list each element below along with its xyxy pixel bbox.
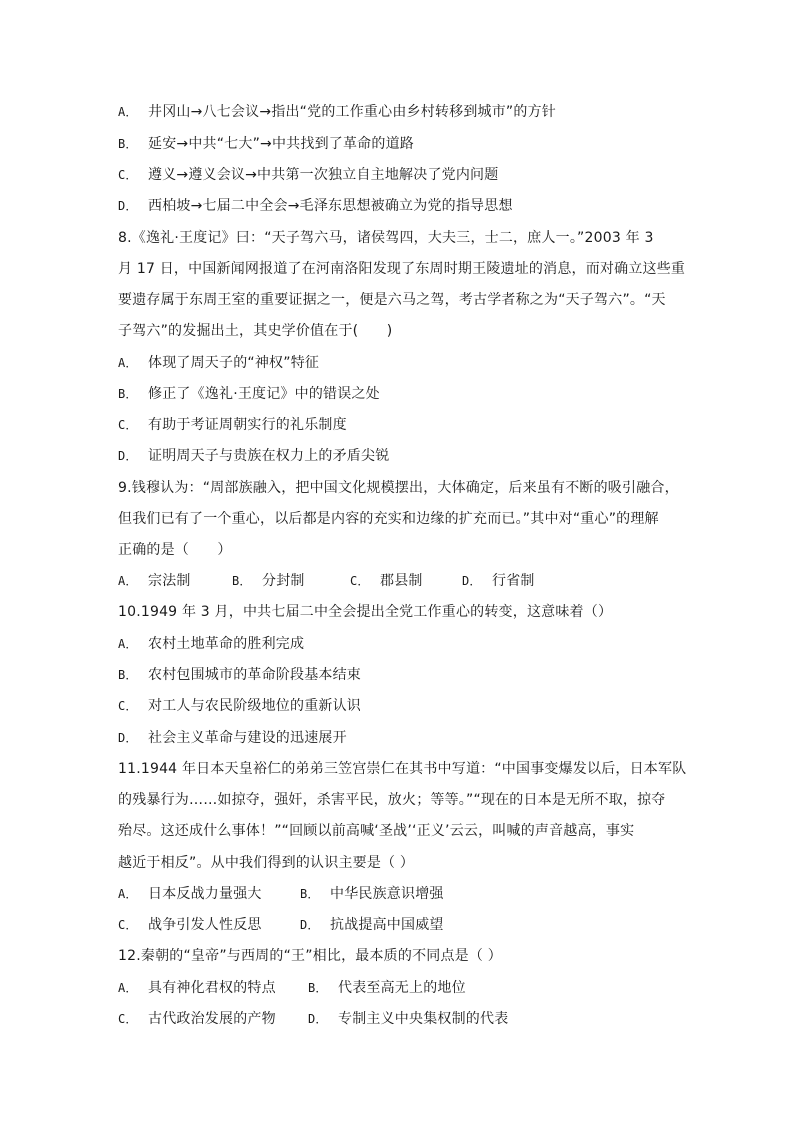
option-letter: B． (118, 668, 138, 682)
q8-option-b (118, 384, 684, 404)
q10-option-c (118, 696, 684, 716)
q10-option-b (118, 665, 684, 685)
q12-stem-line-1: 12.秦朝的“皇帝”与西周的“王”相比，最本质的不同点是（ ） (118, 948, 502, 964)
option-letter: A． (118, 981, 138, 995)
option-text: 宗法制 (148, 573, 191, 589)
q10-stem-line-1: 10.1949 年 3 月，中共七届二中全会提出全党工作重心的转变，这意味着（） (118, 604, 613, 620)
option-text: 遵义→遵义会议→中共第一次独立自主地解决了党内问题 (148, 167, 499, 183)
option-text: 专制主义中央集权制的代表 (338, 1011, 509, 1027)
q8-stem-line-3: 要遗存属于东周王室的重要证据之一，便是六马之驾，考古学者称之为“天子驾六”。“天 (118, 292, 666, 308)
q8-option-a (118, 353, 684, 373)
option-letter: C． (118, 418, 138, 432)
option-text: 代表至高无上的地位 (338, 980, 466, 996)
q7-option-c (118, 165, 684, 185)
q8-stem-line-4: 子驾六”的发掘出土，其史学价值在于( ) (118, 323, 393, 339)
option-text: 有助于考证周朝实行的礼乐制度 (148, 417, 347, 433)
option-letter: D． (118, 199, 138, 213)
q12-option-a (118, 978, 276, 998)
q11-option-c (118, 915, 262, 935)
option-letter: C． (118, 1012, 138, 1026)
q10-option-d (118, 728, 684, 748)
q10-option-a (118, 634, 684, 654)
q11-option-d (300, 915, 444, 935)
option-text: 分封制 (262, 573, 305, 589)
option-letter: D． (462, 574, 482, 588)
option-letter: A． (118, 887, 138, 901)
option-letter: B． (118, 387, 138, 401)
option-letter: D． (308, 1012, 328, 1026)
q9-stem-line-3: 正确的是（ ） (118, 542, 232, 558)
option-letter: B． (118, 137, 138, 151)
q11-option-a (118, 884, 262, 904)
option-text: 井冈山→八七会议→指出“党的工作重心由乡村转移到城市”的方针 (148, 104, 556, 120)
option-letter: C． (118, 168, 138, 182)
option-text: 战争引发人性反思 (148, 917, 262, 933)
q7-option-d (118, 196, 684, 216)
option-text: 社会主义革命与建设的迅速展开 (148, 730, 347, 746)
option-text: 农村土地革命的胜利完成 (148, 636, 305, 652)
q7-option-a (118, 102, 684, 122)
option-letter: B． (232, 574, 252, 588)
option-letter: A． (118, 637, 138, 651)
option-text: 证明周天子与贵族在权力上的矛盾尖锐 (148, 448, 390, 464)
q8-stem-line-1: 8.《逸礼·王度记》曰：“天子驾六马，诸侯驾四，大夫三，士二，庶人一。”2003 年 3 (118, 230, 654, 246)
option-text: 农村包围城市的革命阶段基本结束 (148, 667, 361, 683)
option-letter: A． (118, 356, 138, 370)
q8-option-c (118, 415, 684, 435)
q9-option-c (350, 571, 423, 591)
q7-option-b (118, 134, 684, 154)
option-letter: C． (118, 918, 138, 932)
option-text: 修正了《逸礼·王度记》中的错误之处 (148, 386, 380, 402)
option-text: 延安→中共“七大”→中共找到了革命的道路 (148, 136, 414, 152)
q9-option-b (232, 571, 305, 591)
option-text: 中华民族意识增强 (330, 886, 444, 902)
q11-stem-line-1: 11.1944 年日本天皇裕仁的弟弟三笠宫崇仁在其书中写道：“中国事变爆发以后，日本军队 (118, 761, 687, 777)
option-text: 具有神化君权的特点 (148, 980, 276, 996)
q9-option-a (118, 571, 191, 591)
option-letter: C． (118, 699, 138, 713)
option-text: 郡县制 (380, 573, 423, 589)
option-text: 对工人与农民阶级地位的重新认识 (148, 698, 361, 714)
q8-option-d (118, 446, 684, 466)
option-letter: C． (350, 574, 370, 588)
option-letter: D． (118, 449, 138, 463)
q12-option-b (308, 978, 466, 998)
option-text: 西柏坡→七届二中全会→毛泽东思想被确立为党的指导思想 (148, 198, 513, 214)
q11-stem-line-4: 越近于相反”。从中我们得到的认识主要是（ ） (118, 855, 415, 871)
option-letter: B． (300, 887, 320, 901)
option-text: 日本反战力量强大 (148, 886, 262, 902)
option-letter: D． (300, 918, 320, 932)
option-letter: A． (118, 105, 138, 119)
option-text: 体现了周天子的“神权”特征 (148, 355, 320, 371)
option-text: 古代政治发展的产物 (148, 1011, 276, 1027)
option-letter: D． (118, 731, 138, 745)
q8-stem-line-2: 月 17 日，中国新闻网报道了在河南洛阳发现了东周时期王陵遗址的消息，而对确立这些重 (118, 261, 686, 277)
option-text: 行省制 (492, 573, 535, 589)
q12-option-d (308, 1009, 508, 1029)
option-letter: A． (118, 574, 138, 588)
q11-option-b (300, 884, 444, 904)
q11-stem-line-3: 殆尽。这还成什么事体！”“回顾以前高喊‘圣战’‘正义’云云，叫喊的声音越高，事实 (118, 823, 635, 839)
q11-stem-line-2: 的残暴行为……如掠夺，强奸，杀害平民，放火；等等。”“现在的日本是无所不取，掠夺 (118, 792, 666, 808)
q9-option-d (462, 571, 535, 591)
option-text: 抗战提高中国威望 (330, 917, 444, 933)
q9-stem-line-2: 但我们已有了一个重心，以后都是内容的充实和边缘的扩充而已。”其中对“重心”的理解 (118, 511, 659, 527)
option-letter: B． (308, 981, 328, 995)
q12-option-c (118, 1009, 276, 1029)
q9-stem-line-1: 9.钱穆认为：“周部族融入，把中国文化规模摆出，大体确定，后来虽有不断的吸引融合， (118, 480, 679, 496)
